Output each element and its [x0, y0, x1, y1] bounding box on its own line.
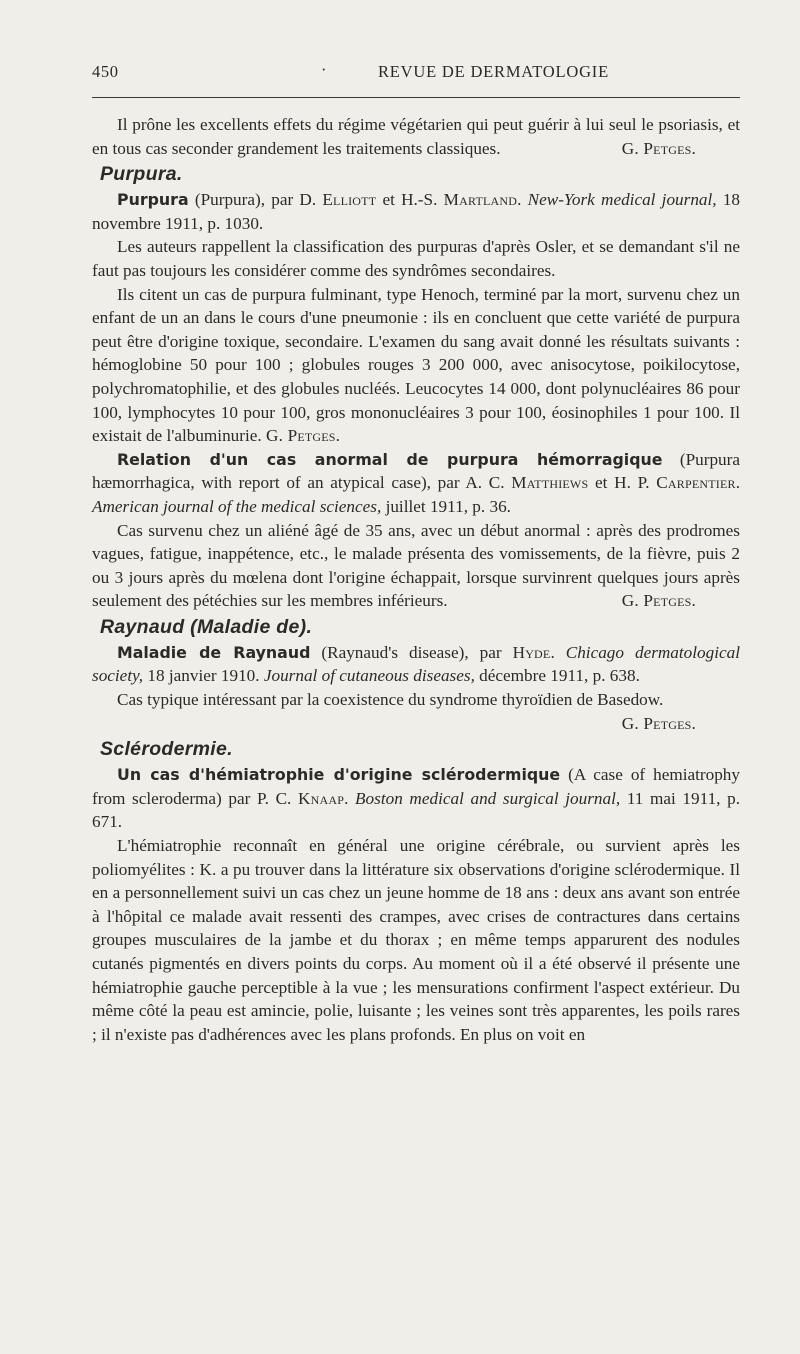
- signature: G. Petges.: [621, 138, 696, 158]
- reference-text: .: [517, 190, 528, 210]
- header-dot: ·: [321, 60, 328, 79]
- article-reference: [92, 188, 740, 235]
- abstract-paragraph: L'hémiatrophie reconnaît en général une origine cérébrale, ou survient après les poliomyélites : K. a pu trouver dans la littérature six observations d'origine sclérodermique. Il en a personnellement suivi un cas chez un jeune homme de 18 ans : deux ans avant son entrée à l'hôpital ce malade avait ressenti des crampes, avec crises de contractures dans certains groupes musculaires de la jambe et du thorax ; en même temps apparurent des nodules cutanés pigmentés en divers points du corps. Au moment où il a été observé il présente une hémiatrophie gauche perceptible à la vue ; les mensurations confirment l'aspect extérieur. Du même côté la peau est amincie, polie, luisante ; les veines sont très apparentes, les poils rares ; il n'existe pas d'adhérences avec les plans profonds. En plus on voit en: [92, 836, 740, 1044]
- reference-text: (A case of hemiatrophy from scleroderma) par P. C.: [92, 765, 740, 808]
- author-name: Matthiews: [511, 473, 589, 493]
- journal-name: New-York medical journal,: [527, 190, 717, 210]
- reference-text: décembre 1911, p. 638.: [474, 666, 640, 686]
- abstract-text: Cas survenu chez un aliéné âgé de 35 ans, avec un début anormal : après des prodromes vagues, fatigue, inappétence, etc., le malade présenta des vomissements, de la fièvre, puis 2 ou 3 jours après du mœlena dont l'origine échappait, lorsque survinrent quelques jours après seulement des pétéchies sur les membres inférieurs.: [92, 520, 740, 611]
- journal-name: Journal of cutaneous diseases,: [263, 666, 475, 686]
- intro-paragraph: [92, 113, 740, 160]
- journal-name: Boston medical and surgical journal,: [355, 788, 621, 808]
- signature: G. Petges.: [265, 426, 341, 446]
- author-name: Knaap: [298, 788, 345, 808]
- page-body: [92, 113, 740, 1046]
- article-reference: [92, 448, 740, 519]
- section-heading-purpura: Purpura.: [100, 163, 183, 186]
- reference-text: .: [735, 473, 740, 493]
- reference-text: (Purpura), par D.: [188, 190, 323, 210]
- reference-text: et H.-S.: [376, 190, 444, 210]
- author-name: Martland: [443, 190, 518, 210]
- author-name: Carpentier: [656, 473, 736, 493]
- reference-text: 11 mai 1911, p. 671.: [92, 788, 740, 832]
- reference-text: .: [344, 788, 356, 808]
- journal-name: American journal of the medical sciences,: [92, 496, 382, 516]
- author-name: Hyde: [512, 642, 551, 662]
- article-title: Un cas d'hémiatrophie d'origine sclérodermique: [117, 765, 561, 785]
- running-header: [92, 62, 742, 86]
- section-heading-raynaud: Raynaud (Maladie de).: [100, 615, 313, 638]
- reference-text: 18 novembre 1911, p. 1030.: [92, 190, 741, 233]
- reference-text: 18 janvier 1910.: [143, 666, 264, 686]
- abstract-paragraph: [92, 519, 740, 613]
- signature: G. Petges.: [621, 591, 696, 611]
- intro-text: Il prône les excellents effets du régime végétarien qui peut guérir à lui seul le psoriasis, et en tous cas seconder grandement les traitements classiques.: [92, 115, 740, 158]
- article-title: Purpura: [117, 190, 189, 210]
- abstract-paragraph: Les auteurs rappellent la classification des purpuras d'après Osler, et se demandant s'il ne faut pas toujours les considérer comme des syndrômes secondaires.: [92, 237, 740, 280]
- article-title: Relation d'un cas anormal de purpura hémorragique: [117, 449, 663, 469]
- abstract-text: Cas typique intéressant par la coexistence du syndrome thyroïdien de Basedow.: [117, 690, 664, 710]
- article-title: Maladie de Raynaud: [117, 642, 311, 662]
- reference-text: (Raynaud's disease), par: [310, 642, 513, 662]
- signature: G. Petges.: [621, 713, 696, 733]
- abstract-text: Ils citent un cas de purpura fulminant, type Henoch, terminé par la mort, survenu chez un enfant de un an dans le cours d'une pneumonie : ils en concluent que cette variété de purpura peut être d'origine toxique, secondaire. L'examen du sang avait donné les résultats suivants : hémoglobine 50 pour 100 ; globules rouges 3 200 000, avec anisocytose, poikilocytose, polychromatophilie, et des globules nucléés. Leucocytes 14 000, dont polynucléaires 86 pour 100, lymphocytes 10 pour 100, gros mononucléaires 3 pour 100, éosinophiles 1 pour 100. Il existait de l'albuminurie.: [92, 284, 740, 446]
- abstract-paragraph: [92, 283, 740, 448]
- reference-text: et H. P.: [588, 473, 657, 493]
- journal-name: Chicago dermatological society,: [92, 642, 741, 686]
- article-reference: [92, 641, 740, 688]
- page-number: 450: [92, 62, 119, 81]
- reference-text: .: [550, 642, 566, 662]
- running-title: REVUE DE DERMATOLOGIE: [378, 62, 609, 81]
- header-rule: [92, 97, 740, 98]
- reference-text: (Purpura hæmorrhagica, with report of an atypical case), par A. C.: [92, 449, 740, 493]
- reference-text: juillet 1911, p. 36.: [381, 496, 511, 516]
- section-heading-sclerodermie: Sclérodermie.: [100, 738, 233, 761]
- abstract-paragraph: [92, 688, 740, 735]
- author-name: Elliott: [322, 190, 377, 210]
- article-reference: [92, 763, 740, 834]
